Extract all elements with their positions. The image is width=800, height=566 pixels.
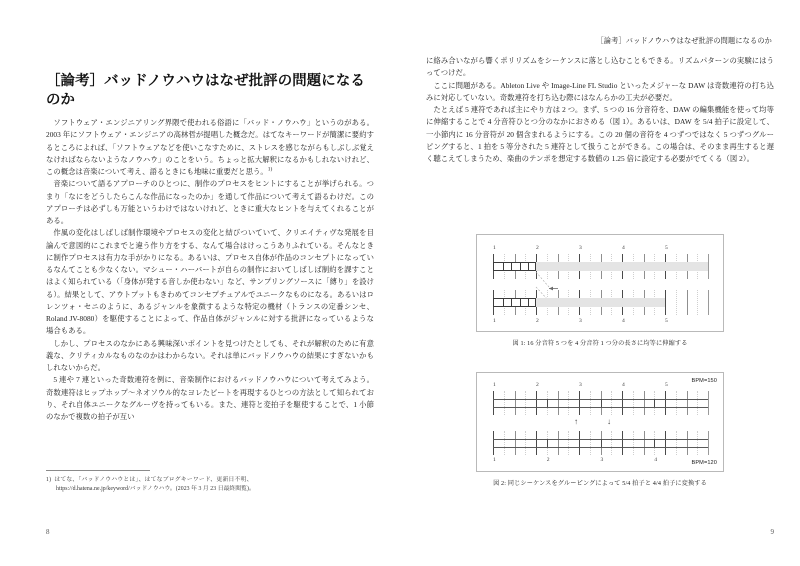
figure-1-frame xyxy=(476,234,724,332)
grid-line-mid xyxy=(644,391,645,415)
grid-line-minor xyxy=(504,431,505,455)
footnote-area xyxy=(46,470,332,495)
page-right xyxy=(400,0,800,566)
bpm-label-top: BPM=150 xyxy=(691,378,717,384)
grid-line-major xyxy=(665,391,666,415)
running-head: ［論考］バッドノウハウはなぜ批評の問題になるのか xyxy=(596,37,772,45)
leader-line xyxy=(536,272,549,287)
grid-line-major xyxy=(622,391,623,415)
grid-line-mid xyxy=(687,290,688,315)
track-lane-bottom-line xyxy=(493,447,708,448)
beat-number: 3 xyxy=(579,382,582,388)
beat-number: 5 xyxy=(665,382,668,388)
grid-line-major xyxy=(579,391,580,415)
beat-number: 2 xyxy=(536,245,539,251)
paragraph: たとえば 5 連符であれば主にやり方は 2 つ。まず、5 つの 16 分音符を、DAW の編集機能を使って均等に伸縮することで 4 分音符ひとつ分のなかにおさめる（図 1）。あるいは、DAW を 5/4 拍子に設定して、一小節内に 16 分音符が 20 個含まれるようにする。この 20 個の音符を 4 つずつではなく 5 つずつグルーピングすると、1 拍を 5 等分された 5 連符として扱うことができる。この場合は、そのまま再生すると遅く聴こえてしまうため、楽曲のテンポを想定する数値の 1.25 倍に設定する必要がでてくる（図 2）。 xyxy=(426,105,774,163)
grid-line-minor xyxy=(525,391,526,415)
grid-line-major xyxy=(536,391,537,415)
figure-1-stage xyxy=(493,235,711,331)
group-divider xyxy=(547,399,548,407)
beat-number: 3 xyxy=(579,318,582,324)
beat-number: 1 xyxy=(493,382,496,388)
grid-line-minor xyxy=(590,391,591,415)
grid-line-mid xyxy=(515,431,516,455)
arrow-up-icon: ↑ xyxy=(574,417,578,426)
grid-line-mid xyxy=(687,391,688,415)
grid-line-minor xyxy=(697,290,698,315)
grid-line-major xyxy=(536,431,537,455)
grid-line-major xyxy=(493,391,494,415)
group-divider xyxy=(601,399,602,407)
grid-line-minor xyxy=(590,431,591,455)
grid-line-minor xyxy=(676,290,677,315)
grid-line-minor xyxy=(611,431,612,455)
footnote-url[interactable]: https://d.hatena.ne.jp/keyword/バッドノウハウ。(2023 年 3 月 23 日最終閲覧)。 xyxy=(56,486,255,493)
figure-2-stage xyxy=(493,373,711,471)
paragraph: 5 連や 7 連といった奇数連符を例に、音楽制作におけるバッドノウハウについて考えてみよう。奇数連符はヒップホップ〜ネオソウル的なヨレたビートを再現するひとつの方法として知られており、それ自体ユニークなグルーヴを持ってもいる。また、連符と変拍子を駆使することで、1 小節のなかで複数の拍子が互い xyxy=(46,375,374,421)
grid-line-mid xyxy=(644,431,645,455)
footnote-number: 1) xyxy=(46,477,52,483)
beat-number: 4 xyxy=(622,318,625,324)
beat-number: 4 xyxy=(622,382,625,388)
track-lane-bottom-line xyxy=(493,407,708,408)
grid-line-edge xyxy=(708,431,709,455)
grid-line-minor xyxy=(633,431,634,455)
page-number-right: 9 xyxy=(770,528,774,536)
figure-2-caption: 図 2: 同じシーケンスをグルーピングによって 5/4 拍子と 4/4 拍子に変換する xyxy=(493,480,707,487)
grid-line-minor xyxy=(568,391,569,415)
group-divider xyxy=(601,439,602,447)
grid-line-mid xyxy=(558,431,559,455)
arrow-head-icon xyxy=(549,287,553,291)
grid-line-minor xyxy=(676,431,677,455)
figure-1-caption: 図 1: 16 分音符 5 つを 4 分音符 1 つ分の長さに均等に伸縮する xyxy=(512,340,688,347)
figure-2-frame xyxy=(476,372,724,472)
grid-line-minor xyxy=(676,391,677,415)
paragraph: 作風の変化はしばしば制作環境やプロセスの変化と結びついていて、クリエイティヴな発展を目論んで意図的にこれまでと違う作り方をする、なんて場合はけっこうありふれている。そんなときに制作プロセスは有力な手がかりになる。あるいは、プロセス自体が作品のコンセプトになっているなんてことも少なくない。マシュー・ハーバートが自らの制作においてしばしば制約を課すことはよく知られている（「身体が発する音しか使わない」など、サンプリングソースに「縛り」を設ける）。結果として、アウトプットもきわめてコンセプチュアルでユニークなものになる。あるいはロレンツォ・セニのように、あるジャンルを象徴するような特定の機材（トランスの定番シンセ、Roland JV-8080）を駆使することによって、作品自体がジャンルに対する批評になっているような場合もある。 xyxy=(46,228,374,336)
grid-line-minor xyxy=(525,431,526,455)
beat-number: 3 xyxy=(579,245,582,251)
beat-number: 5 xyxy=(665,245,668,251)
grid-line-mid xyxy=(687,431,688,455)
body-text-right-column xyxy=(426,55,774,165)
footnote-body: はてな、「バッドノウハウとは」、はてなブログキーワード、更新日不明、 xyxy=(54,477,253,483)
arrow-down-icon: ↓ xyxy=(607,417,611,426)
grid-line-edge xyxy=(708,391,709,415)
beat-number: 1 xyxy=(493,245,496,251)
beat-number: 1 xyxy=(493,457,496,463)
grid-line-edge xyxy=(708,290,709,315)
note-divider xyxy=(520,299,521,306)
grid-line-major xyxy=(622,431,623,455)
page-number-left: 8 xyxy=(46,528,50,536)
beat-number: 3 xyxy=(600,457,604,463)
grid-line-major xyxy=(579,431,580,455)
grid-line-minor xyxy=(633,391,634,415)
page-title: ［論考］バッドノウハウはなぜ批評の問題になるのか xyxy=(46,73,365,108)
note-divider xyxy=(528,299,529,306)
note-group-bottom[interactable] xyxy=(493,298,536,307)
beat-number: 5 xyxy=(665,318,668,324)
footnote-text xyxy=(46,476,332,495)
beat-number: 2 xyxy=(546,457,550,463)
grid-line-minor xyxy=(611,391,612,415)
grid-line-minor xyxy=(568,431,569,455)
group-divider xyxy=(654,439,655,447)
paragraph: ここに問題がある。Ableton Live や Image-Line FL Studio といったメジャーな DAW は奇数連符の打ち込みに対応していない。奇数連符を打ち込む際にはなんらかの工夫が必要だ。 xyxy=(426,80,774,102)
grid-line-minor xyxy=(504,391,505,415)
grid-line-major xyxy=(493,431,494,455)
note-divider xyxy=(511,299,512,306)
grid-line-major xyxy=(665,431,666,455)
beat-number: 4 xyxy=(622,245,625,251)
figure-2 xyxy=(426,372,774,487)
bpm-label-bottom: BPM=120 xyxy=(691,460,717,466)
paragraph: しかし、プロセスのなかにある興味深いポイントを見つけたとしても、それが解釈のために有意義な、クリティカルなものなのかはわからない。それは単にバッドノウハウの結果にすぎないかもしれないからだ。 xyxy=(46,338,374,372)
grid-line-minor xyxy=(697,431,698,455)
beat-number: 2 xyxy=(536,318,539,324)
beat-number: 2 xyxy=(536,382,539,388)
beat-number: 4 xyxy=(654,457,657,463)
footnote-reference[interactable]: 1) xyxy=(267,166,273,173)
group-divider xyxy=(547,439,548,447)
compression-annotation xyxy=(493,235,711,335)
grid-line-major xyxy=(665,290,666,315)
footnote-rule xyxy=(46,470,150,471)
paragraph: 音楽について語るアプローチのひとつに、制作のプロセスをヒントにすることが挙げられる。つまり「なにをどうしたらこんな作品になったのか」を通して作品について考えて語るわけだ。このアプローチは必ずしも万能というわけではないけれど、ときに重大なヒントを与えてくれることがある。 xyxy=(46,179,374,225)
body-text-left-column xyxy=(46,117,374,423)
grid-line-mid xyxy=(558,391,559,415)
paragraph: に絡み合いながら響くポリリズムをシーケンスに落とし込むこともできる。リズムパターンの実験にはうってつけだ。 xyxy=(426,56,774,78)
group-divider xyxy=(654,399,655,407)
figure-1 xyxy=(426,234,774,347)
grid-line-minor xyxy=(697,391,698,415)
grid-line-mid xyxy=(515,391,516,415)
paragraph: ソフトウェア・エンジニアリング界隈で使われる俗語に「バッド・ノウハウ」というのがある。2003 年にソフトウェア・エンジニアの高林哲が提唱した概念だ。はてなキーワードが簡潔に要約するところによれば、「ソフトウェアなどを使いこなすために、ストレスを感じながらもしぶしぶ覚えなければならないようなノウハウ」のことをいう。ちょっと拡大解釈になるかもしれないけれど、この概念は音楽について考え、語るときにも地味に重要だと思う。$^{1)}$ xyxy=(46,118,374,176)
note-divider xyxy=(503,299,504,306)
beat-number: 1 xyxy=(493,318,496,324)
